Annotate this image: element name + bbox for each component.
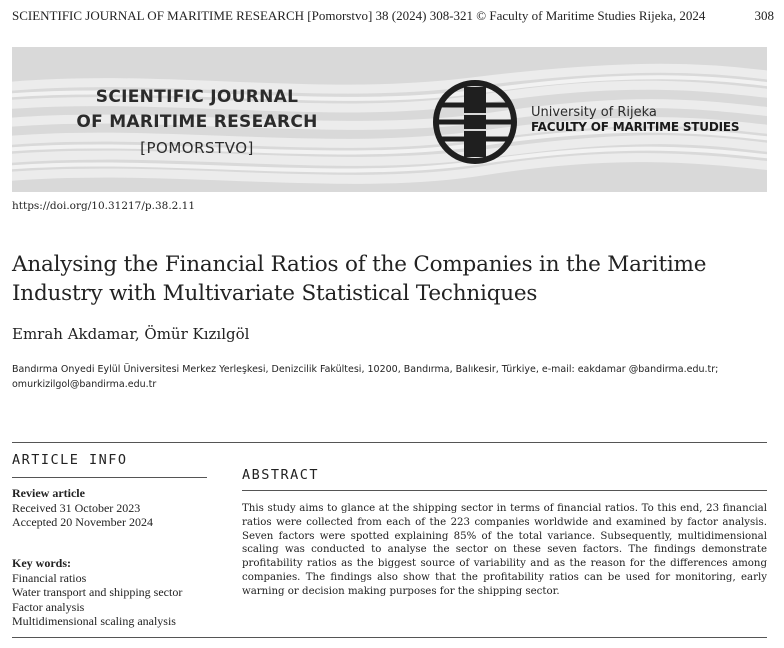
article-info-heading: ARTICLE INFO — [12, 452, 128, 468]
journal-banner — [12, 47, 767, 192]
bottom-rule — [12, 637, 767, 638]
article-type — [12, 486, 153, 501]
article-info-rule — [12, 477, 207, 478]
running-head — [12, 8, 774, 26]
university-name: University of Rijeka — [531, 105, 657, 120]
keywords-label-text: Key words: — [12, 556, 71, 570]
top-rule — [12, 442, 767, 443]
keyword-item: Multidimensional scaling analysis — [12, 614, 176, 629]
journal-name-line2: OF MARITIME RESEARCH — [76, 112, 318, 132]
affiliation — [12, 362, 772, 392]
abstract-text: This study aims to glance at the shipping sector in terms of financial ratios. To this end, 23 financial ratios were collected from each of the 223 companies worldwide and examined by factor analysis. Seven factors were spotted explaining 85% of the total variance. Subsequently, multidimensional scaling was conducted to analyse the sector on these seven factors. The findings demonstrate profitability ratios as the biggest source of variability and as the reason for the differences among companies. The findings also show that the profitability ratios can be used for monitoring, early warning or decision making purposes for the shipping sector. — [242, 503, 767, 597]
abstract-heading: ABSTRACT — [242, 467, 320, 483]
accepted-date: Accepted 20 November 2024 — [12, 515, 153, 530]
keywords — [12, 556, 182, 629]
article-type-label: Review article — [12, 486, 85, 500]
article-title-line2: Industry with Multivariate Statistical Techniques — [12, 281, 538, 306]
journal-name — [72, 85, 322, 135]
journal-name-line1: SCIENTIFIC JOURNAL — [95, 87, 299, 107]
article-dates — [12, 486, 153, 530]
globe-logo-icon — [432, 79, 518, 165]
page-number: 308 — [754, 8, 774, 23]
keyword-item: Factor analysis — [12, 599, 85, 614]
abstract-rule — [242, 490, 767, 491]
affiliation-line1: Bandırma Onyedi Eylül Üniversitesi Merkez Yerleşkesi, Denizcilik Fakültesi, 10200, Bandırma, Balıkesir, Türkiye, e-mail: eakdamar @bandirma.edu.tr; — [12, 364, 719, 375]
affiliation-line2: omurkizilgol@bandirma.edu.tr — [12, 379, 157, 390]
faculty-name: FACULTY OF MARITIME STUDIES — [531, 120, 740, 134]
keywords-label — [12, 556, 182, 571]
doi-link[interactable]: https://doi.org/10.31217/p.38.2.11 — [12, 200, 196, 212]
article-title — [12, 250, 782, 308]
article-title-line1: Analysing the Financial Ratios of the Companies in the Maritime — [12, 252, 707, 277]
keyword-item: Financial ratios — [12, 570, 87, 585]
received-date: Received 31 October 2023 — [12, 500, 141, 515]
authors: Emrah Akdamar, Ömür Kızılgöl — [12, 325, 250, 343]
running-head-text: SCIENTIFIC JOURNAL OF MARITIME RESEARCH [Pomorstvo] 38 (2024) 308-321 © Faculty of Maritime Studies Rijeka, 2024 — [12, 8, 706, 23]
keyword-item: Water transport and shipping sector — [12, 585, 183, 600]
journal-subtitle: [POMORSTVO] — [140, 139, 254, 157]
